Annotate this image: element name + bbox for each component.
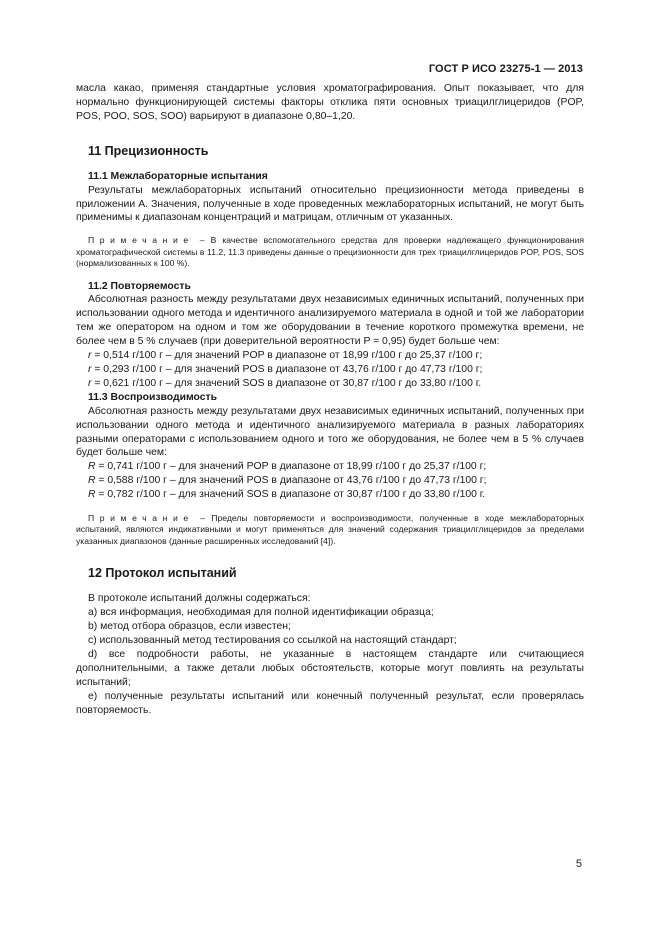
section-11-1-title: 11.1 Межлабораторные испытания xyxy=(88,170,268,182)
formula-symbol: r xyxy=(88,364,92,375)
reproducibility-limit-pop xyxy=(88,460,584,474)
note-2 xyxy=(76,513,584,547)
formula-text: = 0,514 г/100 г – для значений POP в диапазоне от 18,99 г/100 г до 25,37 г/100 г; xyxy=(91,350,483,362)
formula-symbol: R xyxy=(88,461,96,473)
section-11-3-title: 11.3 Воспроизводимость xyxy=(88,391,218,403)
repeatability-limit-pop xyxy=(88,349,584,363)
formula-symbol: R xyxy=(88,489,96,501)
protocol-item-a: а) вся информация, необходимая для полной идентификации образца; xyxy=(88,607,434,619)
repeatability-limit-pos xyxy=(88,363,584,377)
intro-paragraph: масла какао, применяя стандартные условия хроматографирования. Опыт показывает, что для нормально функционирующей системы факторы отклика пяти основных триацилглицеридов (POP, POS, POO, SOS, SOO) варьируют в диапазоне 0,80–1,20. xyxy=(76,83,584,122)
protocol-item-e: е) полученные результаты испытаний или конечный полученный результат, если проверялась повторяемость. xyxy=(76,690,584,716)
formula-symbol: R xyxy=(88,475,96,487)
protocol-item-d: d) все подробности работы, не указанные в настоящем стандарте или считающиеся дополнительными, а также детали любых обстоятельств, которые могут повлиять на результаты испытаний; xyxy=(76,648,584,688)
note-2-lead: Примечание xyxy=(88,513,194,524)
formula-text: = 0,621 г/100 г – для значений SOS в диапазоне от 30,87 г/100 г до 33,80 г/100 г. xyxy=(91,377,482,389)
note-1-text: – В качестве вспомогательного средства для проверки надлежащего функционирования хроматографической системы в 11.2, 11.3 приведены данные о прецизионности для трех триацилглицеридов POP, POS, SOS (нормализованных к 100 %). xyxy=(76,235,584,269)
section-12-title: 12 Протокол испытаний xyxy=(88,566,237,581)
protocol-item-b: b) метод отбора образцов, если известен; xyxy=(88,621,291,633)
section-11-3-text: Абсолютная разность между результатами двух независимых единичных испытаний, полученных при использовании одного метода и идентичного анализируемого материала в разных лабораториях разными операторами с использованием одного и того же оборудования, не более чем в 5 % случаев будет больше чем: xyxy=(76,405,584,459)
formula-symbol: r xyxy=(88,350,92,362)
reproducibility-limit-pos xyxy=(88,474,584,488)
note-2-text: – Пределы повторяемости и воспроизводимости, полученные в ходе межлабораторных испытаний, являются индикативными и могут применяться для значений содержания триацилглицеридов за пределами указанных диапазонов (данные расширенных исследований [4]). xyxy=(76,513,584,546)
section-11-2-text: Абсолютная разность между результатами двух независимых единичных испытаний, полученных при использовании одного метода и идентичного анализируемого материала в одной и той же лаборатории тем же оператором на одном и том же оборудовании в течение короткого промежутка времени, не более чем в 5 % случаев (при доверительной вероятности P = 0,95) будет больше чем: xyxy=(76,294,584,348)
formula-symbol: r xyxy=(88,377,92,389)
repeatability-limit-sos xyxy=(88,377,584,391)
reproducibility-limit-sos xyxy=(88,488,584,502)
protocol-item-c: с) использованный метод тестирования со ссылкой на настоящий стандарт; xyxy=(88,635,457,646)
page-number: 5 xyxy=(575,858,582,870)
section-11-1-text: Результаты межлабораторных испытаний относительно прецизионности метода приведены в приложении А. Значения, полученные в ходе проведенных межлабораторных испытаний, не могут быть применимы к диапазонам концентраций и матрицам, отличным от указанных. xyxy=(76,184,584,224)
formula-text: = 0,588 г/100 г – для значений POS в диапазоне от 43,76 г/100 г до 47,73 г/100 г; xyxy=(95,475,487,487)
section-11-2-title: 11.2 Повторяемость xyxy=(88,280,191,292)
standard-header: ГОСТ Р ИСО 23275-1 — 2013 xyxy=(428,63,583,75)
note-1 xyxy=(76,235,584,269)
page-content xyxy=(76,82,584,717)
formula-text: = 0,293 г/100 г – для значений POS в диапазоне от 43,76 г/100 г до 47,73 г/100 г; xyxy=(91,364,483,375)
formula-text: = 0,741 г/100 г – для значений POP в диапазоне от 18,99 г/100 г до 25,37 г/100 г; xyxy=(95,461,487,473)
formula-text: = 0,782 г/100 г – для значений SOS в диапазоне от 30,87 г/100 г до 33,80 г/100 г. xyxy=(95,489,486,501)
note-1-lead: Примечание xyxy=(88,235,194,246)
section-11-title: 11 Прецизионность xyxy=(88,143,209,158)
section-12-intro: В протоколе испытаний должны содержаться: xyxy=(88,593,311,605)
